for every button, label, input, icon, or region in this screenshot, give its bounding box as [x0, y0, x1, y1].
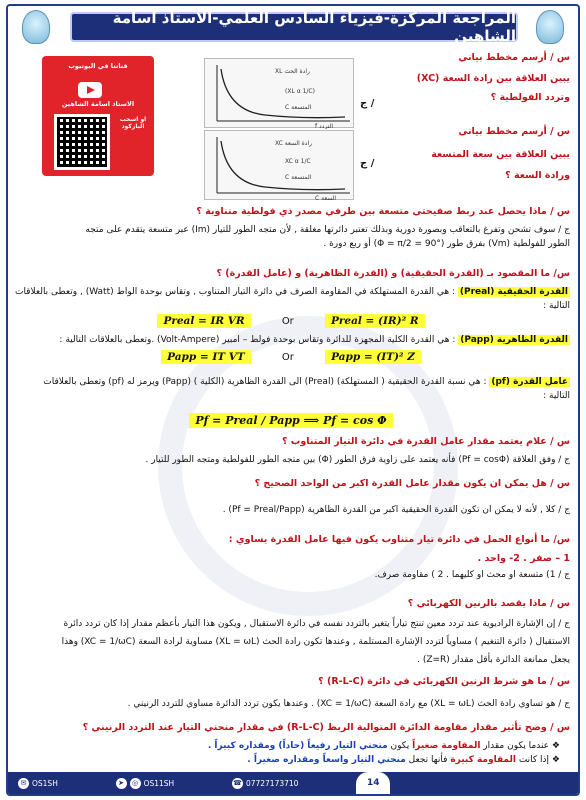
formula-row-pf — [12, 409, 570, 428]
formula: Preal = (IR)² R — [325, 314, 425, 328]
phone-icon: ☎ — [233, 779, 242, 787]
bullet-item: ❖ إذا كانت المقاومة كبيرة فأنها تجعل منحني التيار واسعاً ومقداره صغيراً . — [247, 755, 560, 765]
question-block-graph1 — [370, 52, 570, 103]
question-text: س / أرسم مخطط بياني — [458, 126, 570, 137]
graph2-curve-label: XC α 1/C — [285, 158, 311, 165]
question-text: س / أرسم مخطط بياني — [458, 52, 570, 63]
question-block-capacitor-ac — [12, 206, 570, 251]
lightbulb-icon — [536, 10, 564, 44]
instagram-icon: ◎ — [130, 778, 141, 789]
youtube-line1: قناتنا في اليوتيوب — [68, 62, 128, 70]
question-block-pf-depends — [12, 436, 570, 467]
question-text: س / علام يعتمد مقدار عامل القدرة في دائرة التيار المتناوب ؟ — [281, 436, 570, 447]
qr-code-icon[interactable] — [54, 114, 110, 170]
youtube-card[interactable] — [42, 56, 154, 176]
telegram-icon: ➤ — [116, 778, 127, 789]
formula: Preal = IR VR — [157, 314, 250, 328]
footer-bar — [8, 772, 578, 794]
formula: Papp = IT VT — [161, 350, 251, 364]
definition-text: : هي نسبة القدرة الحقيقية ( المستهلكة) (Preal) الى القدرة الظاهرية (الكلية ) (Papp) ويرمز له (pf) وتعطى بالعلاقات — [43, 377, 487, 387]
answer-marker: ج / — [360, 158, 375, 169]
question-line: يبين العلاقة بين سعة المتسعة — [431, 149, 570, 160]
question-block-pf-greater-one — [12, 478, 570, 517]
answer-marker: ج / — [360, 98, 375, 109]
graph2-ylabel: XC رادة السعة — [275, 140, 313, 147]
definition-text: : هي القدرة المستهلكة في المقاومة الصرف في دائرة التيار المتناوب , وتقاس بوحدة الواط (Watt) , وتعطى بالعلاقات — [14, 287, 455, 297]
answer-text: ج / إن الإشارة الراديوية عند تردد معين تنتج تياراً يتغير بالتردد نفسه في دائرة الاستقبال , ويكون هذا التيار بأعظم مقدار إذا كان تردد دائرة — [63, 619, 570, 629]
formula-row-real — [12, 315, 570, 327]
bullet-icon: ❖ — [549, 741, 560, 751]
question-text: س / وضح تأثير مقدار مقاومة الدائرة المتوالية الربط (R-L-C) في مقدار منحني التيار عند التردد الرنيني ؟ — [82, 722, 570, 733]
definition-tail: التالية : — [543, 391, 570, 401]
question-line: وتردد الفولطية ؟ — [490, 92, 570, 103]
question-block-resonance — [12, 598, 570, 667]
graph-capacitive-reactance-vs-frequency — [204, 58, 354, 128]
question-text: س/ ما المقصود بـ (القدرة الحقيقية) و (القدرة الظاهرية) و (عامل القدرة) ؟ — [216, 268, 570, 279]
footer-social1[interactable]: ✉ OS1SH — [18, 778, 58, 789]
question-text: س / ما هو شرط الرنين الكهربائي في دائرة (R-L-C) ؟ — [318, 676, 570, 687]
answer-text: ج / هو تساوي رادة الحث (XL = ωL) مع رادة السعة (XC = 1/ωC) . وعندها يكون تردد الدائرة مساوي للتردد الرنيني . — [127, 699, 570, 709]
answer-text: ج / وفق العلاقة (Pf = cosΦ) فأنه يعتمد على زاوية فرق الطور (Φ) بين متجه الطور للفولطية ومتجه الطور للتيار . — [145, 455, 570, 465]
bullet-item: ❖ عندما يكون مقدار المقاومة صغيراً يكون منحني التيار رفيعاً (حاداً) ومقداره كبيراً . — [207, 741, 560, 751]
answer-text: يجعل ممانعة الدائرة بأقل مقدار (Z=R) . — [417, 655, 570, 665]
page-number: 14 — [356, 772, 390, 794]
or-label: Or — [281, 352, 294, 363]
answer-text: ج / سوف تشحن وتفرغ بالتعاقب وبصورة دورية وبذلك تعتبر دائرتها مغلقة , لأن متجه الطور للتيار (Im) عبر متسعة يتقدم على متجه — [85, 225, 570, 235]
formula-row-apparent — [12, 351, 570, 363]
question-text: س/ ما أنواع الحمل في دائرة تيار متناوب يكون فيها عامل القدرة يساوي : — [228, 534, 570, 545]
youtube-play-icon — [78, 82, 102, 98]
question-block-resonance-condition — [12, 676, 570, 711]
term-power-factor: عامل القدرة (pf) — [491, 377, 568, 387]
question-line: ورادة السعة ؟ — [505, 170, 570, 181]
page-frame — [6, 4, 580, 796]
formula: Papp = (IT)² Z — [325, 350, 421, 364]
term-real-power: القدرة الحقيقية (Preal) — [459, 287, 568, 297]
definition-tail: التالية : — [543, 301, 570, 311]
question-block-power — [12, 268, 570, 428]
formula: Pf = Preal / Papp ⟹ Pf = cos Φ — [189, 413, 392, 428]
graph2-c-label: C المتسعة — [285, 174, 312, 181]
question-options: 1 – صفر . 2- واحد . — [477, 553, 570, 564]
footer-social2[interactable]: ➤ ◎ OS11SH — [116, 778, 175, 789]
graph1-curve-label: (XL α 1/C) — [285, 88, 315, 95]
question-line: يبين العلاقة بين رادة السعة (XC) — [416, 73, 570, 84]
graph1-ylabel: XL رادة الحث — [275, 68, 310, 75]
question-block-load-types — [12, 534, 570, 582]
youtube-side-text: او اسحب الباركود — [119, 116, 147, 130]
question-text: س / ماذا يحصل عند ربط صفيحتي متسعة بين طرفي مصدر ذي فولطية متناوبة ؟ — [196, 206, 570, 217]
footer-phone[interactable]: ☎ 07727173710 — [233, 778, 299, 788]
social-icon: ✉ — [18, 778, 29, 789]
youtube-line2: الاستاذ اسامة الشاهين — [61, 100, 135, 108]
answer-text: ج / 1) متسعة او محث او كليهما . 2 ) مقاومة صرف. — [374, 570, 570, 580]
term-apparent-power: القدرة الظاهرية (Papp) — [460, 335, 568, 345]
definition-text: : هي القدرة الكلية المجهزة للدائرة وتقاس بوحدة فولط – امبير (Volt-Ampere) .وتعطى بالعلاقات التالية : — [59, 335, 456, 345]
answer-text: الطور للفولطية (Vm) بفرق طور (Φ = π/2 = 90°) أو ربع دورة . — [323, 239, 570, 249]
question-text: س / ماذا يقصد بالرنين الكهربائي ؟ — [407, 598, 570, 609]
question-text: س / هل يمكن ان يكون مقدار عامل القدرة اكبر من الواحد الصحيح ؟ — [254, 478, 570, 489]
or-label: Or — [281, 316, 294, 327]
graph1-c-label: C المتسعة — [285, 104, 312, 111]
graph2-xlabel: C السعة — [315, 195, 337, 201]
question-block-graph2 — [370, 126, 570, 181]
graph1-xlabel: f التردد — [315, 123, 333, 129]
answer-text: ج / كلا , لأنه لا يمكن ان تكون القدرة الحقيقية اكبر من القدرة الظاهرية (Pf = Preal/Papp) . — [222, 505, 570, 515]
question-block-resistance-effect — [12, 722, 570, 767]
answer-text: الاستقبال ( دائرة التنغيم ) مساوياً لتردد الإشارة المستلمة , وعندها تكون رادة الحث (XL = ωL) مساوية لرادة السعة (XC = 1/ωC) وهذا — [61, 637, 570, 647]
page-title: المراجعة المركزة-فيزياء السادس العلمي-الاستاذ اسامة الشاهين — [70, 12, 518, 42]
lightbulb-icon — [22, 10, 50, 44]
bullet-icon: ❖ — [549, 755, 560, 765]
graph-capacitive-reactance-vs-capacitance — [204, 130, 354, 200]
